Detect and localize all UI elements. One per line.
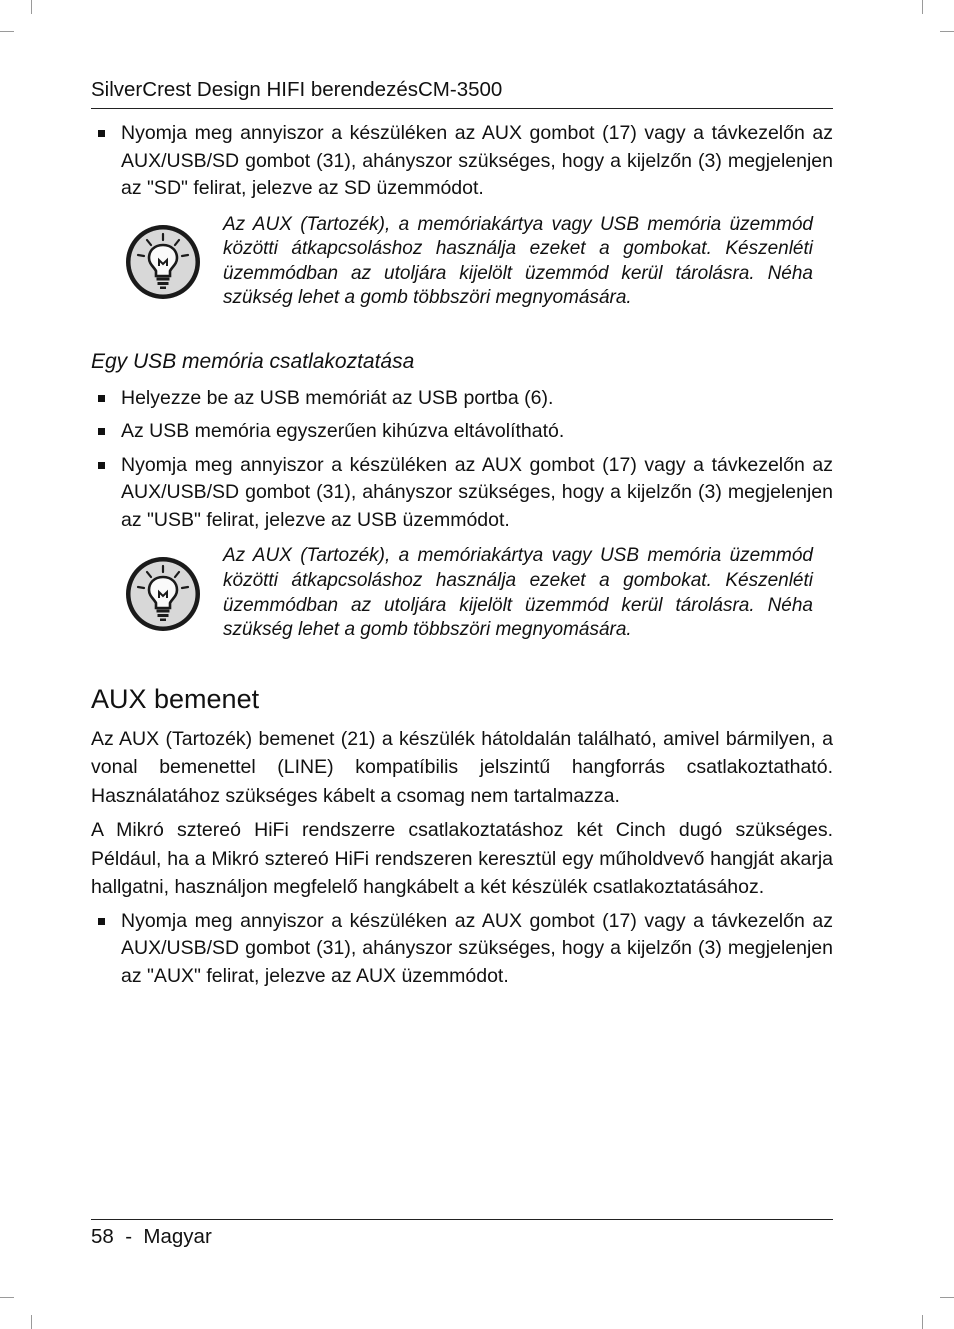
- crop-mark: [940, 1297, 954, 1298]
- lightbulb-icon: [123, 222, 213, 302]
- crop-mark: [0, 31, 14, 32]
- list-item: Helyezze be az USB memóriát az USB portba (6).: [91, 385, 833, 413]
- header-title: SilverCrest Design HIFI berendezésCM-3500: [91, 78, 503, 101]
- paragraph: A Mikró sztereó HiFi rendszerre csatlakoztatáshoz két Cinch dugó szükséges. Például, ha a Mikró sztereó HiFi rendszeren keresztül egy műholdvevő hangját akarja hallgatni, használjon megfelelő hangkábelt a két készülék csatlakoztatásához.: [91, 819, 833, 899]
- bullet-list: [91, 385, 833, 535]
- note-text: Az AUX (Tartozék), a memóriakártya vagy USB memória üzemmód közötti átkapcsoláshoz használja ezeket a gombokat. Készenléti üzemmódban az utoljára kijelölt üzemmód kerül tárolásra. Néha szükség lehet a gomb többszöri megnyomására.: [223, 213, 813, 309]
- bullet-icon: [98, 395, 105, 402]
- lightbulb-icon: [123, 554, 213, 634]
- page-number: 58 - Magyar: [91, 1225, 212, 1248]
- crop-mark: [31, 1315, 32, 1329]
- page-content: [91, 120, 833, 990]
- list-item: Nyomja meg annyiszor a készüléken az AUX gombot (17) vagy a távkezelőn az AUX/USB/SD gombot (31), ahányszor szükséges, hogy a kijelzőn (3) megjelenjen az "SD" felirat, jelezve az SD üzemmódot.: [91, 120, 833, 203]
- bullet-icon: [98, 130, 105, 137]
- crop-mark: [922, 0, 923, 14]
- paragraph: Az AUX (Tartozék) bemenet (21) a készülék hátoldalán található, amivel bármilyen, a vonal bemenettel (LINE) kompatíbilis jelszintű hangforrás csatlakoztatható. Használatához szükséges kábelt a csomag nem tartalmazza.: [91, 727, 833, 807]
- list-item: Az USB memória egyszerűen kihúzva eltávolítható.: [91, 418, 833, 446]
- note-box: [91, 213, 833, 311]
- crop-mark: [0, 1297, 14, 1298]
- bullet-icon: [98, 462, 105, 469]
- section-title: AUX bemenet: [91, 683, 260, 714]
- page-footer: [91, 1219, 833, 1250]
- list-item: Nyomja meg annyiszor a készüléken az AUX gombot (17) vagy a távkezelőn az AUX/USB/SD gombot (31), ahányszor szükséges, hogy a kijelzőn (3) megjelenjen az "USB" felirat, jelezve az USB üzemmódot.: [91, 452, 833, 535]
- bullet-list: [91, 120, 833, 203]
- crop-mark: [940, 31, 954, 32]
- bullet-list: [91, 908, 833, 991]
- section-subheading: Egy USB memória csatlakoztatása: [91, 349, 415, 373]
- bullet-icon: [98, 918, 105, 925]
- page-header: [91, 77, 833, 109]
- crop-mark: [31, 0, 32, 14]
- list-item: Nyomja meg annyiszor a készüléken az AUX gombot (17) vagy a távkezelőn az AUX/USB/SD gombot (31), ahányszor szükséges, hogy a kijelzőn (3) megjelenjen az "AUX" felirat, jelezve az AUX üzemmódot.: [91, 908, 833, 991]
- note-text: Az AUX (Tartozék), a memóriakártya vagy USB memória üzemmód közötti átkapcsoláshoz használja ezeket a gombokat. Készenléti üzemmódban az utoljára kijelölt üzemmód kerül tárolásra. Néha szükség lehet a gomb többszöri megnyomására.: [223, 545, 813, 641]
- bullet-icon: [98, 428, 105, 435]
- crop-mark: [922, 1315, 923, 1329]
- note-box: [91, 544, 833, 642]
